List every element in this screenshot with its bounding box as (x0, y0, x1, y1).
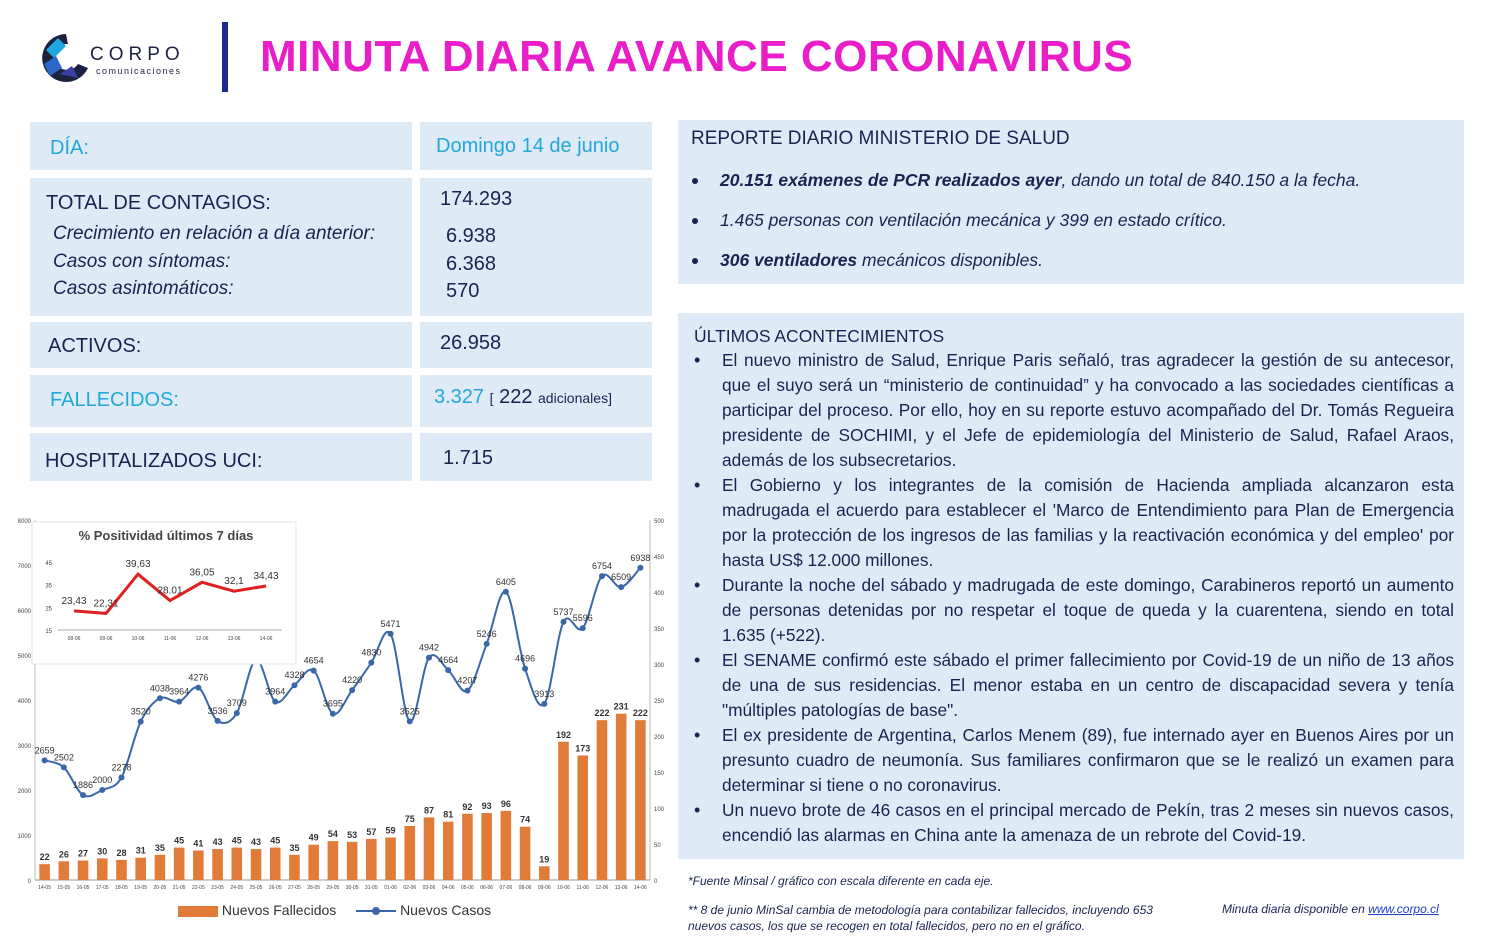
legend-line-swatch (356, 910, 396, 912)
positivity-label: 36,05 (189, 567, 215, 579)
point-label: 3709 (226, 698, 247, 709)
point-cases (157, 695, 163, 701)
bar-deaths (212, 849, 223, 880)
x-tick-label: 30-05 (345, 885, 359, 891)
cases-deaths-chart (10, 510, 670, 930)
point-cases (311, 668, 317, 674)
point-cases (138, 719, 144, 725)
x-tick-label: 27-05 (288, 885, 301, 891)
positivity-y-tick: 45 (45, 561, 52, 567)
point-cases (272, 699, 278, 705)
bar-deaths (366, 839, 377, 880)
point-label: 3964 (265, 686, 286, 697)
bar-label: 81 (443, 809, 454, 820)
symptoms-label: Casos con síntomas: (53, 251, 231, 272)
point-cases (80, 792, 86, 798)
x-tick-label: 20-05 (153, 885, 167, 891)
deaths-value: 3.327 (434, 386, 485, 408)
point-cases (637, 565, 643, 571)
bar-label: 45 (231, 835, 242, 846)
bar-deaths (597, 720, 608, 880)
point-label: 6754 (591, 561, 612, 572)
deaths-additional-label: adicionales] (538, 390, 612, 406)
news-item: • El SENAME confirmó este sábado el primer fallecimiento por Covid-19 de un niño de 13 años de una de sus residencias. El menor estaba en un centro de discapacidad severa y tenía "múltiples patologías de base". (694, 648, 1454, 723)
bar-label: 49 (308, 832, 319, 843)
positivity-x-tick: 12-06 (195, 636, 209, 642)
point-label: 6509 (611, 572, 632, 583)
source-footnote: *Fuente Minsal / gráfico con escala diferente en cada eje. (688, 874, 994, 888)
bar-label: 192 (556, 729, 572, 740)
bar-deaths (347, 842, 358, 880)
report-title: REPORTE DIARIO MINISTERIO DE SALUD (691, 128, 1070, 149)
point-cases (464, 688, 470, 694)
report-ventilators-rest: mecánicos disponibles. (857, 250, 1043, 270)
news-item: • El Gobierno y los integrantes de la comisión de Hacienda ampliada alcanzaron esta madrugada el acuerdo para establecer el 'Marco de Entendimiento para Plan de Emergencia por la protección de los ingresos de las familias y la reactivación económica y del empleo' por hasta US$ 12.000 millones. (694, 473, 1454, 573)
positivity-label: 22,31 (93, 598, 119, 610)
y-right-tick: 400 (654, 591, 665, 597)
legend-bar-swatch (178, 906, 218, 917)
x-tick-label: 19-05 (134, 885, 148, 891)
methodology-footnote: ** 8 de junio MinSal cambia de metodología para contabilizar fallecidos, incluyendo 653 nuevos casos, los que se recogen en total fallecidos, pero no en el gráfico. (688, 903, 1153, 933)
bar-label: 35 (154, 842, 165, 853)
y-left-tick: 4000 (17, 699, 31, 705)
legend-cases-label: Nuevos Casos (400, 902, 492, 918)
point-label: 4942 (418, 642, 439, 653)
positivity-x-tick: 09-06 (99, 636, 113, 642)
bar-label: 31 (135, 845, 146, 856)
positivity-x-tick: 10-06 (131, 636, 145, 642)
point-label: 4830 (361, 647, 382, 658)
positivity-x-tick: 13-06 (227, 636, 241, 642)
point-label: 4276 (188, 672, 209, 683)
point-label: 4038 (149, 683, 170, 694)
x-tick-label: 15-05 (57, 885, 71, 891)
positivity-x-tick: 14-06 (259, 636, 273, 642)
point-cases (426, 655, 432, 661)
bar-deaths (59, 861, 70, 880)
point-label: 5246 (476, 628, 497, 639)
corpo-link[interactable]: www.corpo.cl (1368, 902, 1439, 916)
point-cases (445, 667, 451, 673)
positivity-label: 28.01 (157, 585, 183, 597)
report-item-ventilators (720, 250, 1043, 271)
y-left-tick: 3000 (17, 744, 31, 750)
point-cases (522, 666, 528, 672)
point-label: 4654 (303, 655, 324, 666)
bar-label: 231 (613, 701, 629, 712)
total-value: 174.293 (440, 188, 513, 210)
point-label: 3520 (130, 706, 151, 717)
bar-deaths (616, 714, 627, 880)
point-cases (618, 584, 624, 590)
chart-legend (178, 902, 491, 918)
x-tick-label: 13-06 (614, 885, 628, 891)
header-divider (222, 22, 228, 92)
news-item: • El ex presidente de Argentina, Carlos Menem (89), fue internado ayer en Buenos Aires por un presunto cuadro de neumonía. Sus familiares confirmaron que se le realizó un examen para determinar si tiene o no coronavirus. (694, 723, 1454, 798)
x-tick-label: 10-06 (557, 885, 570, 891)
news-list (694, 326, 1454, 848)
bar-deaths (635, 720, 646, 880)
logo-subtitle: comunicaciones (96, 66, 182, 76)
x-tick-label: 11-06 (576, 885, 589, 891)
point-label: 3913 (534, 688, 555, 699)
report-panel (678, 120, 1464, 284)
deaths-label: FALLECIDOS: (50, 389, 179, 411)
page-title: MINUTA DIARIA AVANCE CORONAVIRUS (260, 32, 1134, 81)
point-label: 5471 (380, 618, 401, 629)
y-right-tick: 350 (654, 627, 665, 633)
bar-deaths (481, 813, 492, 880)
bar-deaths (97, 858, 108, 880)
bar-label: 57 (366, 826, 377, 837)
bar-deaths (520, 827, 531, 880)
positivity-x-tick: 11-06 (163, 636, 177, 642)
x-tick-label: 04-06 (441, 885, 455, 891)
bar-label: 45 (270, 835, 281, 846)
point-cases (407, 718, 413, 724)
deaths-bracket: [ (489, 390, 494, 406)
bar-deaths (174, 848, 185, 880)
y-left-tick: 8000 (17, 519, 31, 525)
positivity-y-tick: 35 (45, 583, 52, 590)
x-tick-label: 26-05 (268, 885, 282, 891)
x-tick-label: 16-05 (76, 885, 90, 891)
growth-value: 6.938 (446, 225, 497, 247)
news-item: • El nuevo ministro de Salud, Enrique Paris señaló, tras agradecer la gestión de su antecesor, que el suyo será un “ministerio de continuidad” y ha convocado a las sociedades científicas a participar del proceso. Por ello, hoy en su reporte estuvo acompañado del Dr. Tomás Regueira presidente de SOCHIMI, y el Jefe de epidemiología del Ministerio de Salud, Rafael Araos, además de los subsecretarios. (694, 348, 1454, 473)
point-label: 2278 (111, 762, 132, 773)
bar-deaths (443, 822, 454, 880)
x-tick-label: 28-05 (307, 885, 321, 891)
point-label: 4220 (342, 675, 363, 686)
point-label: 2000 (92, 775, 113, 785)
point-cases (330, 711, 336, 717)
availability-text: Minuta diaria disponible en (1222, 902, 1369, 916)
positivity-label: 32,1 (224, 576, 244, 588)
asymptomatic-label: Casos asintomáticos: (53, 278, 234, 299)
point-label: 6938 (630, 552, 651, 563)
bar-deaths (558, 742, 569, 880)
bar-label: 75 (404, 814, 415, 824)
x-tick-label: 31-05 (364, 885, 378, 891)
bar-label: 28 (116, 847, 127, 858)
y-left-tick: 5000 (17, 654, 31, 660)
x-tick-label: 03-06 (422, 885, 436, 891)
x-tick-label: 14-05 (38, 885, 52, 891)
x-tick-label: 23-05 (211, 885, 224, 891)
report-pcr-bold: 20.151 exámenes de PCR realizados ayer (720, 170, 1062, 190)
deaths-value-row (434, 386, 612, 409)
bar-deaths (308, 845, 319, 880)
bar-deaths (404, 826, 415, 880)
point-cases (99, 787, 105, 793)
bar-label: 43 (251, 837, 262, 848)
bar-label: 45 (174, 835, 185, 846)
bar-deaths (328, 841, 339, 880)
bar-label: 173 (575, 743, 591, 754)
bar-deaths (289, 855, 300, 880)
point-cases (61, 764, 67, 770)
point-label: 3964 (169, 686, 190, 697)
y-right-tick: 300 (654, 663, 665, 669)
bar-label: 19 (539, 854, 550, 865)
positivity-title: % Positividad últimos 7 días (78, 528, 254, 543)
point-cases (580, 625, 586, 631)
x-tick-label: 07-06 (499, 885, 513, 891)
legend-line-marker-icon (372, 907, 380, 915)
bar-label: 222 (594, 708, 610, 719)
bullet-icon (692, 218, 698, 224)
bar-deaths (193, 850, 204, 880)
point-label: 4207 (457, 675, 478, 686)
report-pcr-rest: , dando un total de 840.150 a la fecha. (1061, 170, 1361, 190)
availability-footnote (1222, 902, 1439, 916)
point-label: 3525 (399, 706, 420, 717)
news-item: • Durante la noche del sábado y madrugada de este domingo, Carabineros reportó un aumento de personas detenidas por no respetar el toque de queda y la cuarentena, siendo en total 1.635 (+522). (694, 573, 1454, 648)
bar-label: 53 (347, 829, 358, 840)
bar-deaths (424, 817, 435, 880)
y-left-tick: 7000 (17, 564, 31, 570)
positivity-label: 34,43 (253, 570, 279, 582)
bar-deaths (78, 861, 89, 880)
legend-deaths-label: Nuevos Fallecidos (221, 902, 337, 918)
y-right-tick: 250 (654, 699, 665, 705)
point-label: 2659 (34, 745, 55, 756)
point-cases (215, 718, 221, 724)
positivity-y-tick: 25 (45, 606, 52, 613)
bar-label: 87 (423, 805, 434, 816)
deaths-additional: 222 (499, 386, 533, 408)
bar-label: 41 (193, 838, 204, 849)
y-left-tick: 1000 (17, 834, 31, 840)
y-right-tick: 0 (654, 879, 658, 885)
y-right-tick: 100 (654, 807, 665, 813)
point-cases (42, 757, 48, 763)
icu-value: 1.715 (443, 447, 494, 469)
icu-label: HOSPITALIZADOS UCI: (45, 450, 263, 472)
point-label: 5737 (553, 606, 574, 617)
x-tick-label: 09-06 (537, 885, 551, 891)
point-cases (291, 682, 297, 688)
bar-label: 222 (632, 708, 648, 719)
x-tick-label: 06-06 (480, 885, 494, 891)
x-tick-label: 18-05 (115, 885, 128, 891)
y-right-tick: 50 (654, 843, 661, 849)
active-label: ACTIVOS: (48, 335, 142, 357)
y-right-tick: 150 (654, 771, 665, 777)
y-left-tick: 6000 (17, 609, 31, 615)
x-tick-label: 05-06 (461, 885, 474, 891)
bar-label: 93 (481, 801, 492, 812)
bullet-icon (692, 258, 698, 264)
positivity-label: 23,43 (61, 595, 87, 607)
point-cases (234, 710, 240, 716)
bar-label: 74 (520, 814, 531, 825)
point-label: 5596 (572, 613, 593, 624)
point-cases (503, 589, 509, 595)
bar-label: 59 (385, 825, 396, 836)
bar-deaths (270, 848, 281, 880)
bar-label: 54 (327, 829, 338, 840)
report-ventilators-bold: 306 ventiladores (720, 250, 858, 270)
day-value: Domingo 14 de junio (436, 135, 620, 157)
x-tick-label: 12-06 (595, 885, 609, 891)
point-cases (195, 685, 201, 691)
point-label: 4664 (438, 655, 459, 666)
bullet-icon (692, 178, 698, 184)
point-cases (388, 631, 394, 637)
x-tick-label: 02-06 (403, 885, 417, 891)
active-value: 26.958 (440, 332, 502, 354)
point-cases (561, 619, 567, 625)
bar-label: 26 (58, 849, 69, 860)
bar-label: 30 (97, 846, 108, 857)
day-label: DÍA: (50, 137, 89, 159)
positivity-label: 39,63 (125, 559, 151, 571)
x-tick-label: 29-05 (326, 885, 340, 891)
point-label: 2502 (53, 752, 74, 763)
x-tick-label: 01-06 (384, 885, 397, 891)
report-item-pcr (720, 170, 1360, 191)
point-cases (368, 660, 374, 666)
x-tick-label: 14-06 (633, 885, 647, 891)
bar-deaths (251, 849, 262, 880)
point-cases (599, 573, 605, 579)
y-left-tick: 0 (27, 879, 31, 885)
bar-label: 96 (500, 798, 511, 809)
total-label: TOTAL DE CONTAGIOS: (46, 192, 271, 214)
bar-deaths (539, 866, 550, 880)
point-cases (118, 774, 124, 780)
x-tick-label: 08-06 (518, 885, 532, 891)
bar-deaths (116, 860, 127, 880)
bar-deaths (39, 864, 50, 880)
bar-deaths (577, 755, 588, 880)
bar-deaths (232, 848, 243, 880)
bar-label: 92 (462, 801, 473, 812)
news-title: ÚLTIMOS ACONTECIMIENTOS (694, 326, 945, 346)
point-label: 1886 (73, 780, 94, 791)
bar-label: 43 (212, 837, 223, 848)
y-right-tick: 450 (654, 555, 665, 561)
bar-deaths (385, 838, 396, 880)
x-tick-label: 25-05 (249, 885, 263, 891)
y-right-tick: 200 (654, 735, 665, 741)
bar-deaths (135, 858, 146, 880)
x-tick-label: 17-05 (95, 885, 109, 891)
logo-text: CORPO (90, 44, 185, 65)
point-label: 6405 (495, 576, 516, 587)
point-cases (349, 687, 355, 693)
y-right-tick: 500 (654, 519, 665, 525)
point-cases (541, 701, 547, 707)
report-item-ventilation: 1.465 personas con ventilación mecánica y 399 en estado crítico. (720, 210, 1227, 230)
bar-deaths (462, 814, 473, 880)
bar-label: 35 (289, 842, 300, 853)
news-item: • Un nuevo brote de 46 casos en el principal mercado de Pekín, tras 2 meses sin nuevos casos, encendió las alarmas en China ante la amenaza de un rebrote del Covid-19. (694, 798, 1454, 848)
symptoms-value: 6.368 (446, 253, 497, 275)
y-left-tick: 2000 (17, 789, 31, 795)
point-label: 3695 (322, 698, 343, 709)
point-cases (176, 699, 182, 705)
x-tick-label: 22-05 (191, 885, 205, 891)
bar-deaths (155, 855, 166, 880)
x-tick-label: 24-05 (230, 885, 244, 891)
bar-label: 22 (39, 852, 50, 863)
point-label: 4328 (284, 670, 305, 681)
point-label: 3536 (207, 705, 228, 716)
asymptomatic-value: 570 (446, 280, 480, 302)
x-tick-label: 21-05 (172, 885, 186, 891)
bar-deaths (501, 811, 512, 880)
point-label: 4696 (515, 653, 536, 664)
bar-label: 27 (78, 848, 89, 859)
point-cases (484, 641, 490, 647)
positivity-y-tick: 15 (45, 629, 52, 635)
growth-label: Crecimiento en relación a día anterior: (53, 223, 376, 244)
positivity-x-tick: 08-06 (67, 636, 81, 642)
